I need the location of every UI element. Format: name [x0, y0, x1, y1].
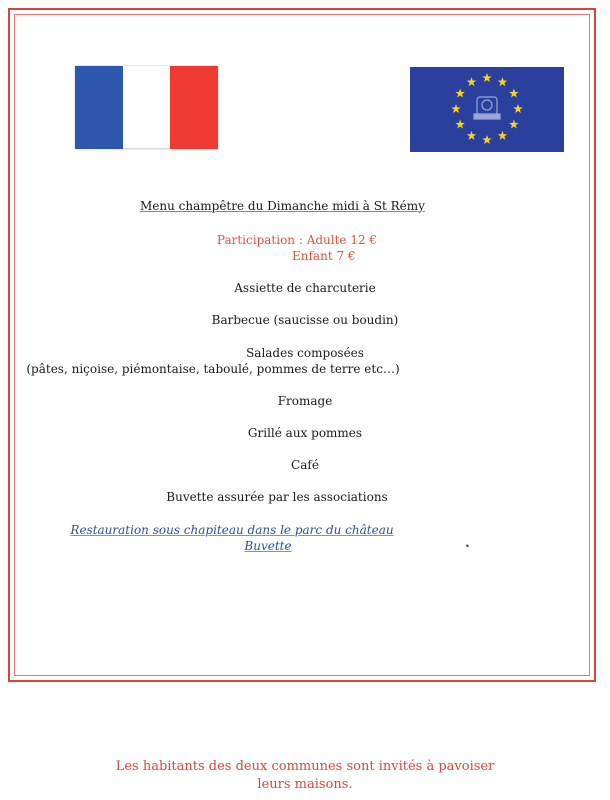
footer-line-1: Les habitants des deux communes sont invités à pavoiser [115, 759, 495, 774]
participation-adult: Participation : Adulte 12 € [216, 233, 378, 247]
eu-star [455, 89, 465, 98]
eu-star [467, 77, 477, 86]
european-union-flag-icon [410, 67, 564, 152]
eu-star [509, 89, 519, 98]
eu-star [451, 104, 461, 113]
footer-note [60, 758, 550, 794]
eu-star [482, 135, 492, 144]
participation-child: Enfant 7 € [292, 249, 356, 263]
venue-buvette: Buvette [244, 539, 292, 553]
french-flag-icon [75, 66, 218, 149]
eu-star [455, 120, 465, 129]
menu-item-charcuterie: Assiette de charcuterie [234, 281, 376, 295]
eu-star [498, 77, 508, 86]
eu-star [482, 73, 492, 82]
menu-item-salades: Salades composées [246, 346, 364, 360]
eu-star [513, 104, 523, 113]
menu-item-barbecue: Barbecue (saucisse ou boudin) [211, 313, 399, 327]
scan-speck: • [465, 542, 470, 551]
menu-title: Menu champêtre du Dimanche midi à St Rémy [140, 199, 425, 213]
menu-item-salades-detail: (pâtes, niçoise, piémontaise, taboulé, pommes de terre etc…) [26, 362, 400, 376]
footer-line-2: leurs maisons. [257, 777, 353, 792]
venue-line: Restauration sous chapiteau dans le parc du château [70, 523, 394, 537]
eu-star [467, 131, 477, 140]
menu-item-cafe: Café [291, 458, 319, 472]
menu-item-grille: Grillé aux pommes [247, 426, 363, 440]
eu-star [498, 131, 508, 140]
menu-item-buvette-associations: Buvette assurée par les associations [166, 490, 388, 504]
menu-item-fromage: Fromage [277, 394, 333, 408]
eu-star [509, 120, 519, 129]
